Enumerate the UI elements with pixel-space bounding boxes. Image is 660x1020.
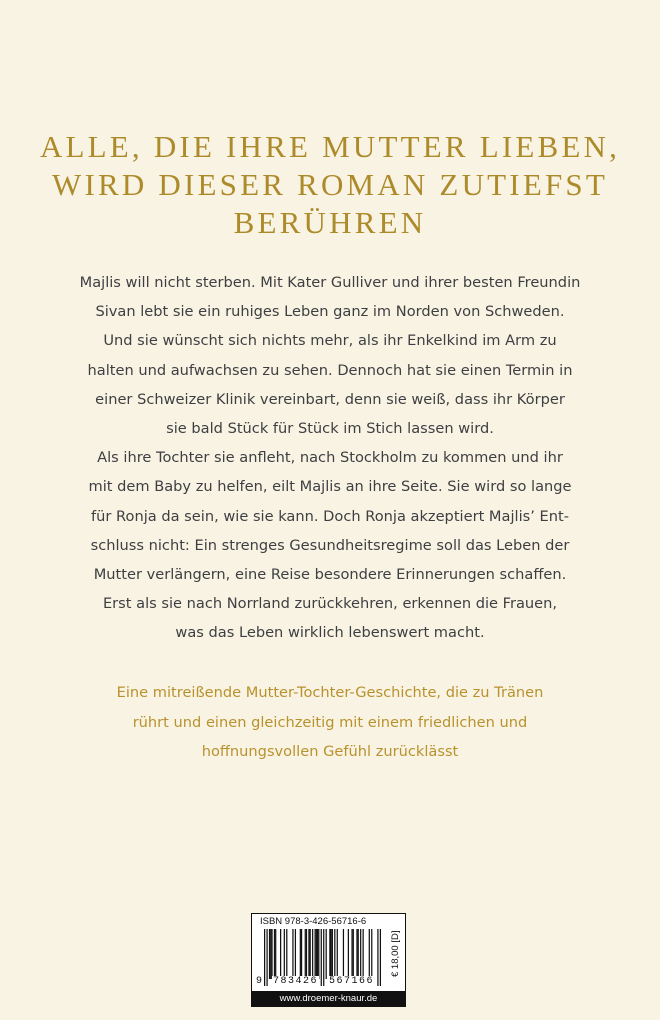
barcode-bar xyxy=(317,929,318,979)
barcode-bar xyxy=(334,929,335,979)
blurb-line: Und sie wünscht sich nichts mehr, als ihr Enkelkind im Arm zu xyxy=(103,332,557,350)
barcode-digit-first: 9 xyxy=(256,976,263,987)
tagline-line: Eine mitreißende Mutter-Tochter-Geschichte, die zu Tränen xyxy=(116,684,544,701)
barcode-bar xyxy=(274,929,275,979)
blurb-line: Mutter verlängern, eine Reise besondere Erinnerungen schaffen. xyxy=(93,566,567,584)
barcode-bar xyxy=(332,929,333,979)
blurb-line: sie bald Stück für Stück im Stich lassen wird. xyxy=(166,420,494,438)
headline xyxy=(0,128,660,242)
barcode-bar xyxy=(310,929,311,979)
barcode-bar xyxy=(351,929,352,979)
barcode-bar xyxy=(360,929,361,979)
publisher-url: www.droemer-knaur.de xyxy=(252,991,405,1006)
barcode-bar xyxy=(300,929,301,979)
barcode-bar xyxy=(280,929,281,979)
barcode-bar xyxy=(312,929,313,979)
barcode-bar xyxy=(343,929,344,979)
blurb-line: Sivan lebt sie ein ruhiges Leben ganz im Norden von Schweden. xyxy=(95,303,565,321)
barcode-bar xyxy=(358,929,359,979)
barcode-bar xyxy=(348,929,349,979)
barcode-bar xyxy=(275,929,276,979)
barcode-bar xyxy=(318,929,319,979)
barcode-bar xyxy=(331,929,332,979)
barcode-bar xyxy=(316,929,317,979)
blurb-text xyxy=(70,268,590,648)
barcode-bar xyxy=(337,929,338,979)
barcode-digits-right: 567166 xyxy=(329,976,375,987)
barcode-digits xyxy=(255,976,385,988)
barcode-bar xyxy=(369,929,370,979)
barcode-bar xyxy=(270,929,271,979)
blurb-line: schluss nicht: Ein strenges Gesundheitsregime soll das Leben der xyxy=(90,536,570,554)
barcode-digits-left: 783426 xyxy=(273,976,319,987)
headline-line-1: ALLE, DIE IHRE MUTTER LIEBEN, xyxy=(39,129,621,164)
barcode-bar xyxy=(308,929,309,979)
blurb-line: einer Schweizer Klinik vereinbart, denn sie weiß, dass ihr Körper xyxy=(95,390,565,408)
headline-line-2: WIRD DIESER ROMAN ZUTIEFST xyxy=(52,167,608,202)
headline-line-3: BERÜHREN xyxy=(233,205,427,240)
barcode-bar xyxy=(356,929,357,979)
tagline-line: hoffnungsvollen Gefühl zurücklässt xyxy=(201,743,459,760)
blurb-line: was das Leben wirklich lebenswert macht. xyxy=(175,624,485,642)
barcode-bar xyxy=(329,929,330,979)
barcode-bar xyxy=(305,929,306,979)
blurb-line: Erst als sie nach Norrland zurückkehren, erkennen die Frauen, xyxy=(102,595,558,613)
barcode-bar xyxy=(353,929,354,979)
tagline-line: rührt und einen gleichzeitig mit einem friedlichen und xyxy=(132,713,528,731)
barcode-bar xyxy=(306,929,307,979)
barcode-box xyxy=(251,913,406,1007)
blurb-line: Als ihre Tochter sie anfleht, nach Stockholm zu kommen und ihr xyxy=(97,449,563,467)
barcode-bar xyxy=(284,929,285,979)
barcode-bar xyxy=(292,929,293,979)
blurb-line: für Ronja da sein, wie sie kann. Doch Ronja akzeptiert Majlis’ Ent- xyxy=(91,507,569,525)
barcode-bar xyxy=(301,929,302,979)
blurb-line: Majlis will nicht sterben. Mit Kater Gulliver und ihrer besten Freundin xyxy=(79,274,581,291)
barcode-bar xyxy=(295,929,296,979)
barcode-bar xyxy=(286,929,287,979)
blurb-line: mit dem Baby zu helfen, eilt Majlis an ihre Seite. Sie wird so lange xyxy=(88,478,572,496)
barcode-bar xyxy=(271,929,272,979)
barcode-bar xyxy=(363,929,364,979)
barcode-bar xyxy=(371,929,372,979)
barcode-bar xyxy=(269,929,270,979)
barcode-bar xyxy=(314,929,315,979)
blurb-line: halten und aufwachsen zu sehen. Dennoch hat sie einen Termin in xyxy=(87,361,573,379)
tagline xyxy=(60,678,600,767)
price-label: € 18,00 [D] xyxy=(390,930,401,978)
barcode-bar xyxy=(326,929,327,979)
isbn-label: ISBN 978-3-426-56716-6 xyxy=(260,916,367,927)
